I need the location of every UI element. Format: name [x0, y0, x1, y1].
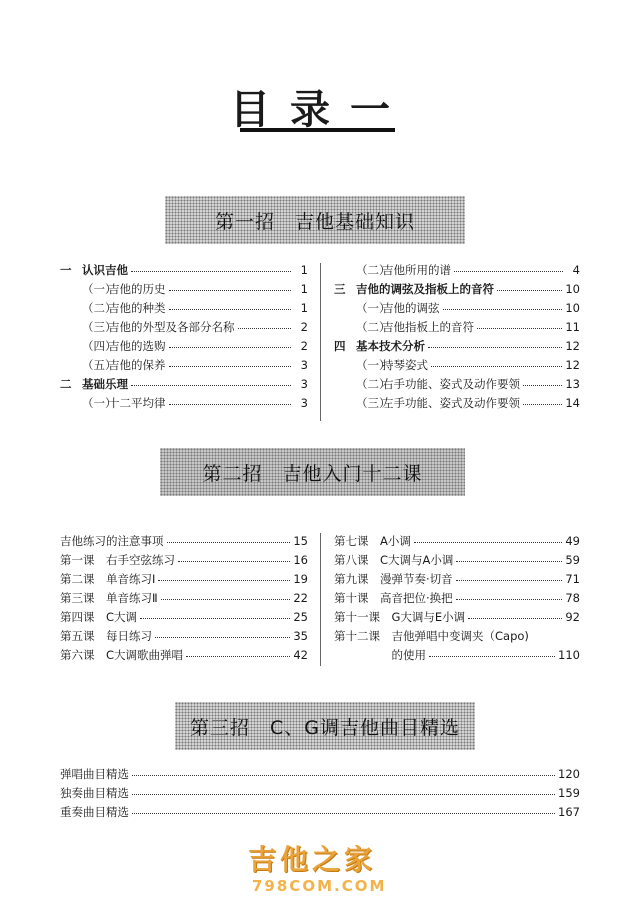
entry-title: 认识吉他	[82, 262, 128, 277]
dot-leader	[169, 309, 292, 310]
toc-entry	[60, 802, 580, 821]
entry-title: 吉他练习的注意事项	[60, 533, 164, 548]
dot-leader	[131, 385, 291, 386]
toc-entry	[60, 588, 308, 607]
page-number: 120	[558, 766, 580, 781]
dot-leader	[238, 328, 292, 329]
section-title: 第一招 吉他基础知识	[214, 210, 415, 233]
toc-entry	[60, 783, 580, 802]
toc-entry	[334, 374, 580, 393]
page-number: 10	[565, 281, 580, 296]
entry-title: 第十一课 G大调与E小调	[334, 609, 466, 624]
page-number: 11	[565, 319, 580, 334]
section-banner-2	[160, 448, 465, 496]
toc-entry	[60, 607, 308, 626]
entry-title: 吉他的保养	[108, 357, 166, 372]
section-2-left-column	[60, 531, 308, 664]
entry-title: 第六课 C大调歌曲弹唱	[60, 647, 184, 662]
toc-entry	[60, 260, 308, 279]
section-title: 第三招 C、G调吉他曲目精选	[190, 716, 460, 739]
dot-leader	[477, 328, 562, 329]
page-number: 42	[293, 647, 308, 662]
toc-entry	[334, 569, 580, 588]
entry-title: 的使用	[334, 647, 426, 662]
dot-leader	[456, 599, 563, 600]
entry-title: 持琴姿式	[382, 357, 428, 372]
dot-leader	[155, 637, 290, 638]
entry-title: 右手功能、姿式及动作要领	[382, 376, 520, 391]
entry-title: 左手功能、姿式及动作要领	[382, 395, 520, 410]
toc-entry	[60, 279, 308, 298]
section-2-right-column	[334, 531, 580, 664]
dot-leader	[132, 813, 555, 814]
section-title: 第二招 吉他入门十二课	[202, 462, 423, 485]
dot-leader	[443, 309, 563, 310]
toc-entry	[60, 569, 308, 588]
page-number: 15	[293, 533, 308, 548]
dot-leader	[431, 366, 562, 367]
entry-title: 重奏曲目精选	[60, 804, 129, 819]
subsection-number: （四）	[82, 338, 117, 353]
dot-leader	[468, 618, 562, 619]
toc-entry	[334, 298, 580, 317]
toc-entry	[60, 626, 308, 645]
subsection-number: （五）	[82, 357, 117, 372]
dot-leader	[454, 271, 563, 272]
entry-title: 第十二课 吉他弹唱中变调夹（Capo)	[334, 628, 529, 643]
entry-title: 吉他的种类	[108, 300, 166, 315]
watermark-logo: 吉他之家	[248, 843, 377, 876]
entry-title: 基础乐理	[82, 376, 128, 391]
subsection-number: （二）	[356, 319, 391, 334]
entry-title: 第一课 右手空弦练习	[60, 552, 175, 567]
page-number: 3	[300, 357, 308, 372]
entry-title: 第九课 漫弹节奏·切音	[334, 571, 453, 586]
toc-entry	[60, 764, 580, 783]
subsection-number: （三）	[82, 319, 117, 334]
entry-title: 吉他的调弦及指板上的音符	[356, 281, 494, 296]
dot-leader	[158, 580, 290, 581]
page-number: 1	[300, 281, 308, 296]
subsection-number: （一）	[82, 395, 117, 410]
page-number: 1	[300, 262, 308, 277]
dot-leader	[414, 542, 562, 543]
toc-entry	[60, 374, 308, 393]
entry-title: 第五课 每日练习	[60, 628, 152, 643]
dot-leader	[186, 656, 290, 657]
page-number: 10	[565, 300, 580, 315]
page-number: 92	[565, 609, 580, 624]
entry-title: 独奏曲目精选	[60, 785, 129, 800]
toc-entry	[334, 531, 580, 550]
section-3-list	[60, 764, 580, 821]
page-number: 25	[293, 609, 308, 624]
toc-entry	[334, 279, 580, 298]
subsection-number: （一）	[356, 357, 391, 372]
page-title: 目录一	[230, 86, 410, 133]
page-number: 14	[565, 395, 580, 410]
page-number: 2	[300, 319, 308, 334]
page-number: 167	[558, 804, 580, 819]
entry-title: 吉他的历史	[108, 281, 166, 296]
toc-entry	[60, 393, 308, 412]
entry-title: 吉他指板上的音符	[382, 319, 474, 334]
column-divider	[320, 263, 321, 421]
dot-leader	[178, 561, 290, 562]
page-number: 16	[293, 552, 308, 567]
subsection-number: （一）	[82, 281, 117, 296]
subsection-number: （二）	[82, 300, 117, 315]
dot-leader	[523, 404, 562, 405]
dot-leader	[456, 561, 562, 562]
entry-title: 吉他的调弦	[382, 300, 440, 315]
dot-leader	[140, 618, 290, 619]
entry-title: 十二平均律	[108, 395, 166, 410]
dot-leader	[161, 599, 291, 600]
page-number: 22	[293, 590, 308, 605]
subsection-number: （一）	[356, 300, 391, 315]
dot-leader	[132, 775, 555, 776]
dot-leader	[167, 542, 291, 543]
toc-entry	[60, 645, 308, 664]
page-number: 4	[572, 262, 580, 277]
toc-entry	[334, 260, 580, 279]
dot-leader	[169, 290, 292, 291]
entry-title: 第二课 单音练习Ⅰ	[60, 571, 156, 586]
section-1-right-column	[334, 260, 580, 412]
toc-entry	[60, 317, 308, 336]
dot-leader	[169, 404, 292, 405]
entry-title: 吉他的选购	[108, 338, 166, 353]
entry-title: 吉他所用的谱	[382, 262, 451, 277]
entry-title: 第四课 C大调	[60, 609, 138, 624]
dot-leader	[132, 794, 555, 795]
subsection-number: （二）	[356, 376, 391, 391]
page-number: 12	[565, 338, 580, 353]
dot-leader	[428, 347, 562, 348]
toc-entry	[334, 550, 580, 569]
dot-leader	[429, 656, 555, 657]
toc-entry	[334, 393, 580, 412]
subsection-number: （二）	[356, 262, 391, 277]
toc-entry	[334, 626, 580, 645]
section-banner-3	[175, 702, 475, 750]
dot-leader	[497, 290, 562, 291]
page-number: 78	[565, 590, 580, 605]
dot-leader	[131, 271, 291, 272]
dot-leader	[169, 366, 292, 367]
toc-entry	[334, 336, 580, 355]
page-number: 110	[558, 647, 580, 662]
chapter-number: 三	[334, 281, 346, 296]
entry-title: 第八课 C大调与A小调	[334, 552, 454, 567]
page-number: 1	[300, 300, 308, 315]
page-number: 159	[558, 785, 580, 800]
section-1-left-column	[60, 260, 308, 412]
entry-title: 第七课 A小调	[334, 533, 411, 548]
title-underline	[240, 128, 395, 132]
watermark-url: 798COM.COM	[252, 877, 387, 895]
entry-title: 第三课 单音练习Ⅱ	[60, 590, 158, 605]
toc-entry	[334, 607, 580, 626]
page-number: 3	[300, 395, 308, 410]
subsection-number: （三）	[356, 395, 391, 410]
page-number: 3	[300, 376, 308, 391]
page-number: 59	[565, 552, 580, 567]
chapter-number: 一	[60, 262, 72, 277]
toc-entry	[60, 550, 308, 569]
chapter-number: 四	[334, 338, 346, 353]
page-number: 2	[300, 338, 308, 353]
toc-entry	[334, 355, 580, 374]
column-divider	[320, 533, 321, 666]
entry-title: 吉他的外型及各部分名称	[108, 319, 235, 334]
toc-entry	[60, 298, 308, 317]
dot-leader	[523, 385, 562, 386]
entry-title: 弹唱曲目精选	[60, 766, 129, 781]
page-number: 35	[293, 628, 308, 643]
page-number: 12	[565, 357, 580, 372]
page-number: 71	[565, 571, 580, 586]
toc-entry	[334, 645, 580, 664]
toc-entry	[334, 588, 580, 607]
entry-title: 基本技术分析	[356, 338, 425, 353]
page-number: 13	[565, 376, 580, 391]
toc-entry	[60, 531, 308, 550]
chapter-number: 二	[60, 376, 72, 391]
entry-title: 第十课 高音把位·换把	[334, 590, 453, 605]
page-number: 19	[293, 571, 308, 586]
dot-leader	[456, 580, 563, 581]
dot-leader	[169, 347, 292, 348]
toc-entry	[60, 336, 308, 355]
section-banner-1	[165, 196, 465, 244]
toc-entry	[334, 317, 580, 336]
toc-entry	[60, 355, 308, 374]
page-number: 49	[565, 533, 580, 548]
